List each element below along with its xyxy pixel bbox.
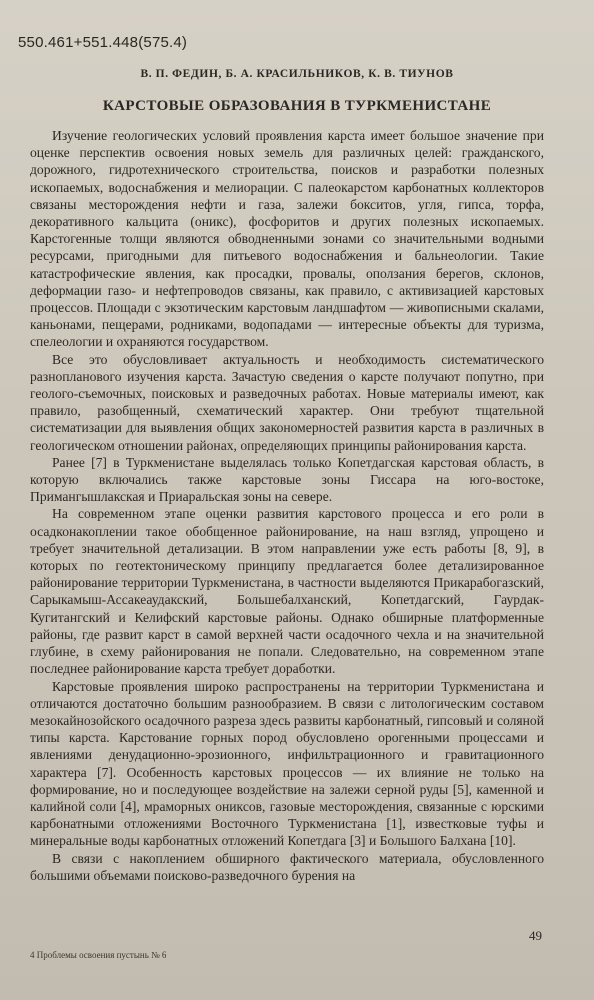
article-body [30, 127, 544, 884]
page-number: 49 [529, 928, 542, 943]
paragraph: Изучение геологических условий проявления карста имеет большое значение при оценке перспектив освоения новых земель для различных целей: гражданского, дорожного, гидротехнического строительства, поисков и разработки полезных ископаемых, водоснабжения и мелиорации. С палеокарстом карбонатных коллекторов связаны месторождения нефти и газа, залежи бокситов, угля, гипса, торфа, декоративного кальцита (оникс), фосфоритов и других полезных ископаемых. Карстогенные толщи являются обводненными зонами со значительными водными ресурсами, пригодными для питьевого водоснабжения и бальнеологии. Такие катастрофические явления, как просадки, провалы, оползания берегов, склонов, деформации газо- и нефтепроводов связаны, как правило, с активизацией карстовых процессов. Площади с экзотическим карстовым ландшафтом — живописными скалами, каньонами, пещерами, родниками, водопадами — интересные объекты для туризма, спелеологии и охраняются государством. [30, 128, 544, 350]
paragraph: В связи с накоплением обширного фактического материала, обусловленного большими объемами поисково-разведочного бурения на [30, 850, 544, 883]
article-title: КАРСТОВЫЕ ОБРАЗОВАНИЯ В ТУРКМЕНИСТАНЕ [102, 98, 492, 114]
paragraph: Карстовые проявления широко распространены на территории Туркменистана и отличаются достаточно большим разнообразием. В связи с литологическим составом мезокайнозойского осадочного разреза здесь развиты карбонатный, гипсовый и соляной типы карста. Карстование горных пород обусловлено орогенными процессами и явлениями денудационно-эрозионного, инфильтрационного и гравитационного характера [7]. Особенность карстовых процессов — их влияние не только на формирование, но и последующее воздействие на залежи серной руды [5], каменной и калийной соли [4], мраморных ониксов, газовые месторождения, связанные с юрскими карбонатными отложениями Восточного Туркменистана [1], известковые туфы и минеральные воды карбонатных отложений Копетдага [3] и Большого Балхана [10]. [30, 678, 544, 849]
paragraph: На современном этапе оценки развития карстового процесса и его роли в осадконакоплении такое обобщенное районирование, на наш взгляд, упрощено и требует значительной детализации. В этом направлении уже есть работы [8, 9], в которых по геотектоническому принципу предлагается более детализированное районирование территории Туркменистана, в частности выделяются Прикарабогазский, Сарыкамыш-Ассакеаудакский, Большебалханский, Копетдагский, Гаурдак-Кугитангский и Келифский карстовые районы. Однако обширные платформенные районы, где развит карст в самой верхней части осадочного чехла и на значительной глубине, в схему районирования не попали. Следовательно, на современном этапе последнее районирование карста требует доработки. [30, 506, 544, 677]
udc-code: 550.461+551.448(575.4) [18, 34, 188, 51]
authors-line: В. П. ФЕДИН, Б. А. КРАСИЛЬНИКОВ, К. В. ТИУНОВ [140, 68, 454, 80]
paragraph: Ранее [7] в Туркменистане выделялась только Копетдагская карстовая область, в которую включались также карстовые зоны Гиссара на юго-востоке, Примангышлакская и Приаральская зоны на севере. [30, 454, 544, 505]
page-footer: 4 Проблемы освоения пустынь № 6 [30, 950, 167, 960]
paragraph: Все это обусловливает актуальность и необходимость систематического разнопланового изучения карста. Зачастую сведения о карсте получают попутно, при геолого-съемочных, поисковых и разведочных работах. Новые материалы имеют, как правило, разобщенный, схематический характер. Они требуют тщательной систематизации для выявления общих закономерностей развития карста в различных в геологическом отношении районах, определяющих принципы районирования карста. [30, 351, 544, 453]
